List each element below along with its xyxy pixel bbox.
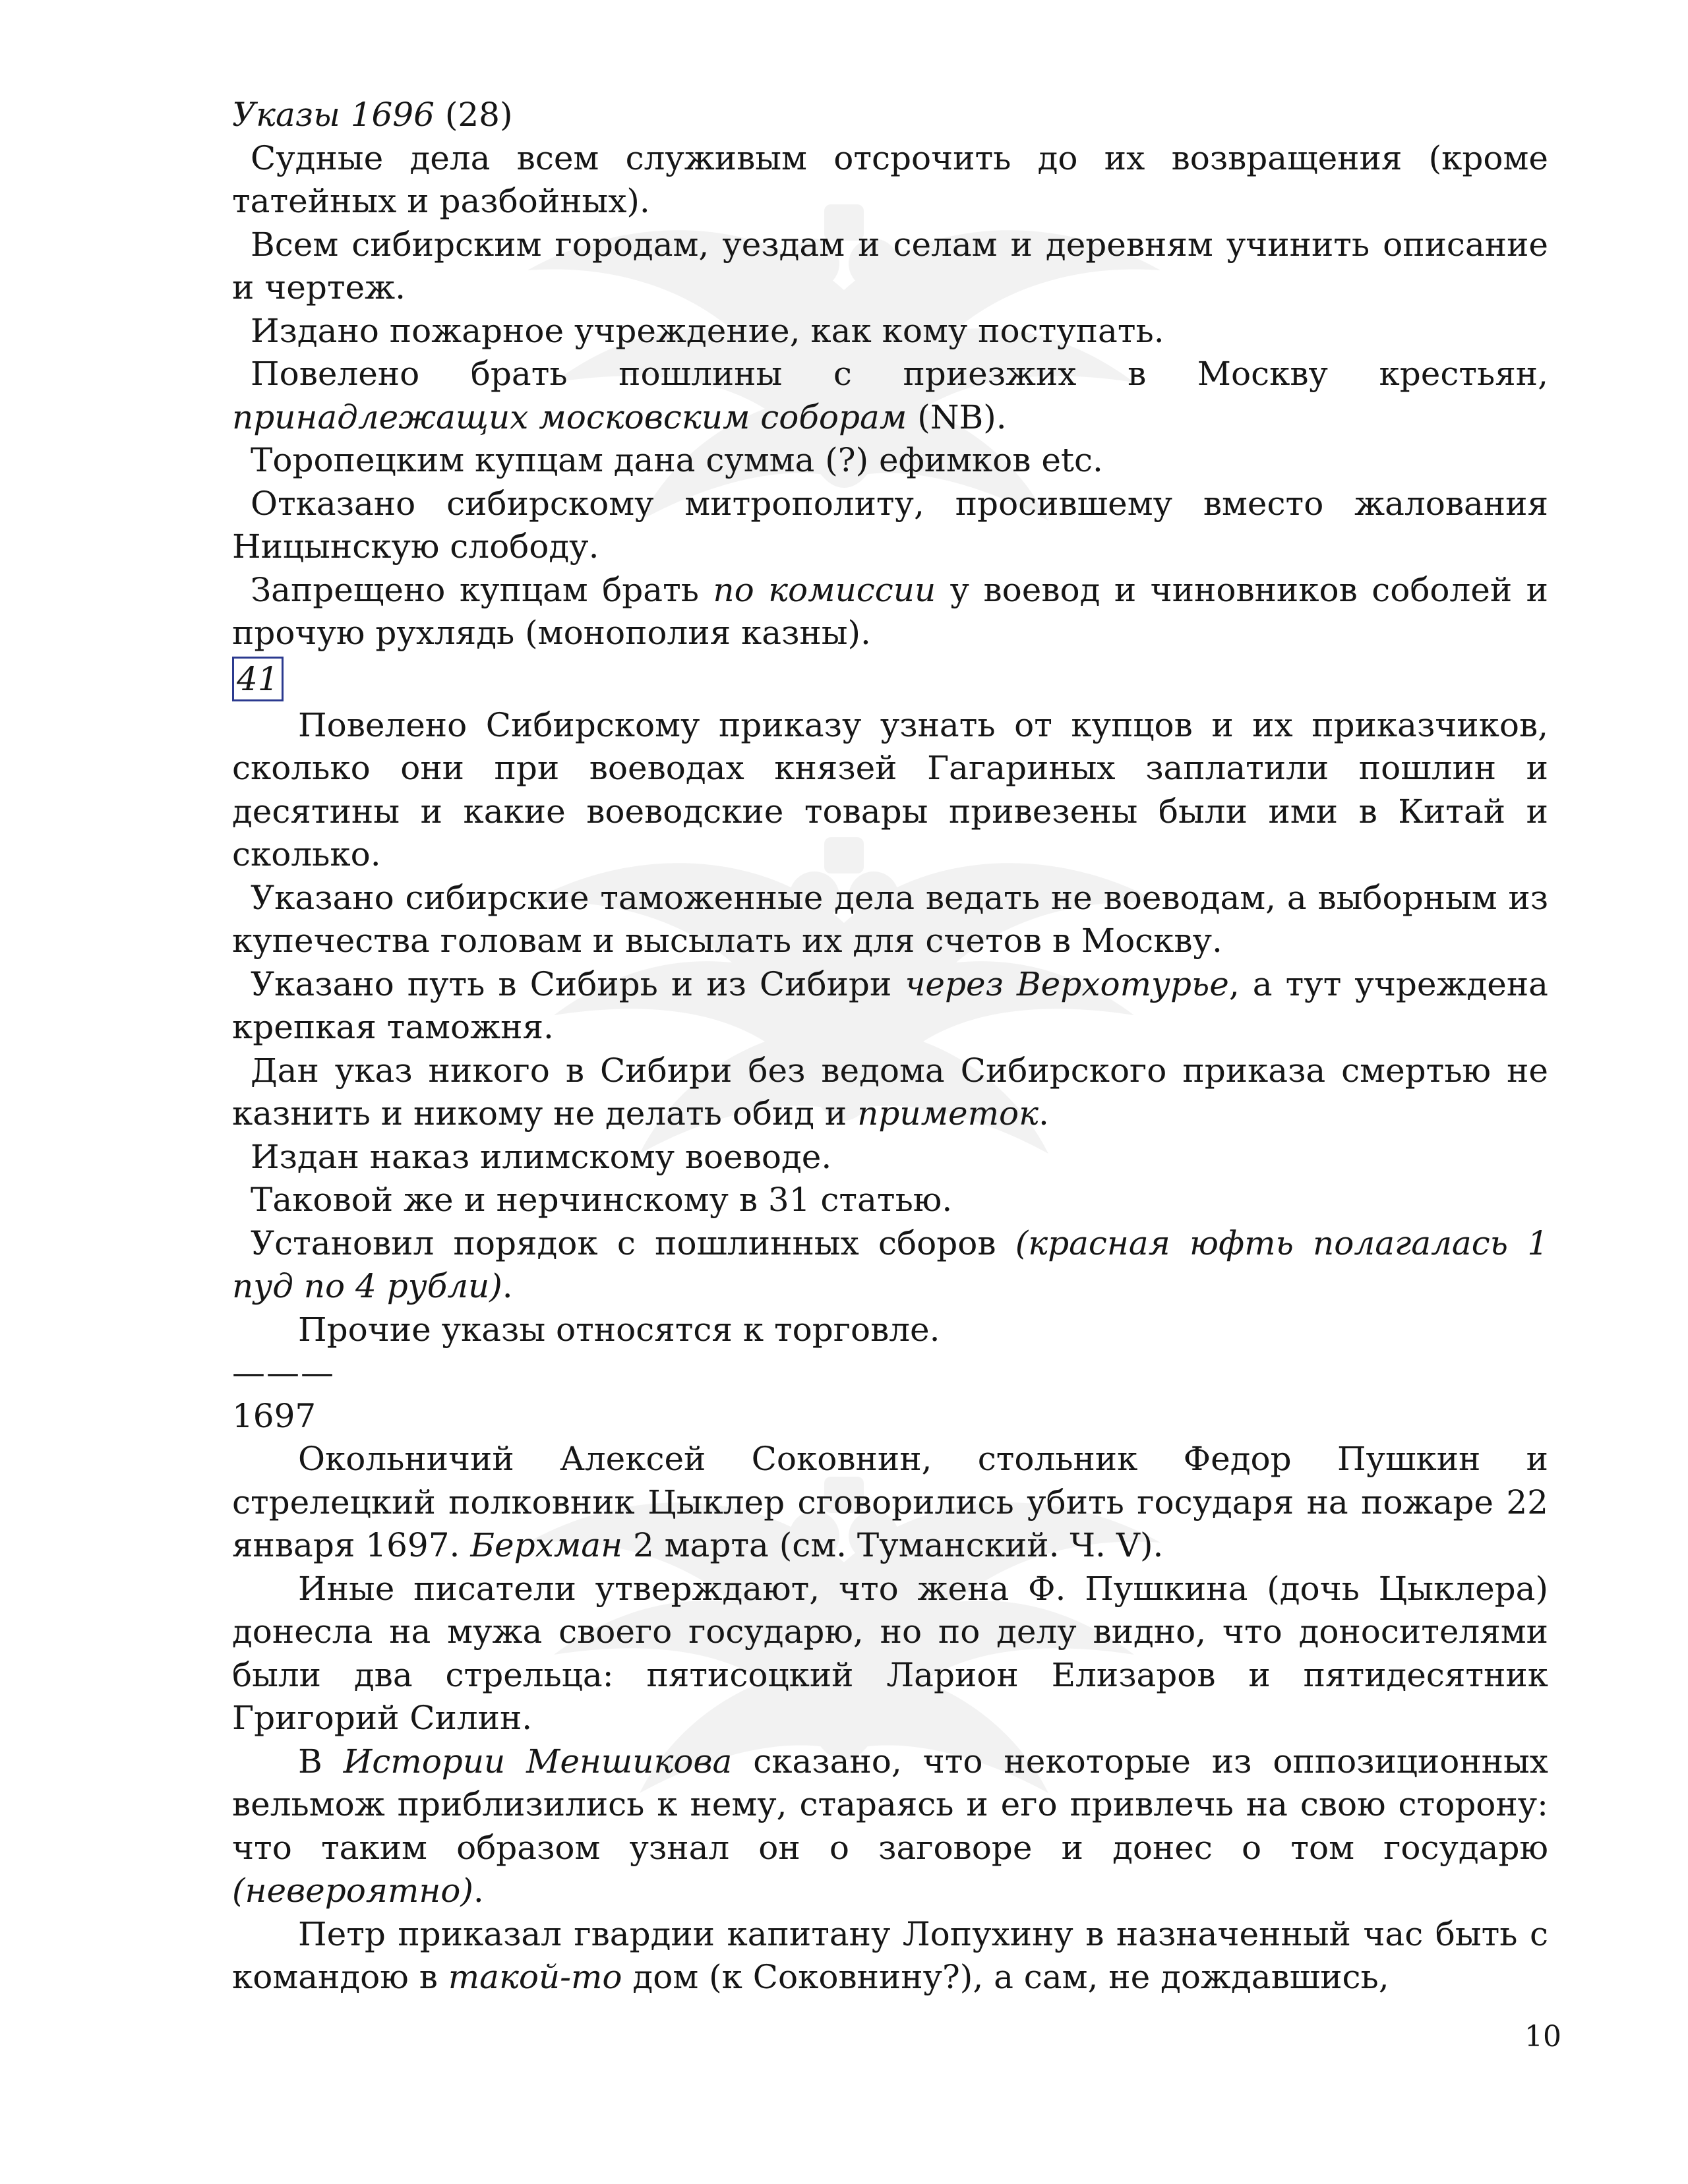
text: Повелено брать пошлины с приезжих в Москву крестьян, — [251, 355, 1548, 393]
decree-item: Торопецким купцам дана сумма (?) ефимков etc. — [251, 441, 1103, 479]
paragraph-conspiracy — [232, 1438, 1548, 1568]
text: Указано путь в Сибирь и из Сибири — [251, 964, 905, 1003]
heading-count: (28) — [434, 96, 513, 134]
decree-item-commission — [232, 569, 1548, 655]
decree-item: Судные дела всем служивым отсрочить до их возвращения (кроме татейных и разбойных). — [232, 138, 1548, 220]
paragraph: Иные писатели утверждают, что жена Ф. Пушкина (дочь Цыклера) донесла на мужа своего государю, но по делу видно, что доносителями были два стрельца: пятисоцкий Ларион Елизаров и пятидесятник Григорий Силин. — [232, 1569, 1548, 1737]
page-number: 10 — [1524, 2020, 1561, 2053]
italic-text: по комиссии — [713, 570, 936, 609]
section-heading-1696 — [232, 94, 1548, 137]
italic-text: приметок — [857, 1094, 1039, 1133]
text: сказано, что некоторые из оппозиционных вельмож приблизились к нему, стараясь и его привлечь на свою сторону: что таким образом узнал он о заговоре и донес о том государю — [232, 1742, 1548, 1867]
italic-text: через Верхотурье — [905, 964, 1229, 1003]
decree-item: Таковой же и нерчинскому в 31 статью. — [251, 1181, 953, 1219]
text: (NB). — [907, 398, 1007, 436]
decree-item: Отказано сибирскому митрополиту, просившему вместо жалования Ницынскую слободу. — [232, 484, 1548, 566]
page-marker-line — [232, 655, 1548, 704]
italic-text: (красная юфть полагалась 1 пуд по 4 рубли) — [232, 1224, 1549, 1305]
decree-item: Издан наказ илимскому воеводе. — [251, 1137, 832, 1176]
text: Запрещено купцам брать — [251, 570, 713, 609]
paragraph-menshikov — [232, 1740, 1548, 1913]
section-heading-1697: 1697 — [232, 1396, 316, 1435]
heading-title: Указы 1696 — [232, 96, 435, 134]
italic-text: (невероятно) — [232, 1872, 473, 1910]
text: Окольничий Алексей Соковнин, стольник Федор Пушкин и стрелецкий полковник Цыклер сговорились убить государя на пожаре 22 января 1697. — [232, 1440, 1548, 1564]
text: . — [473, 1872, 484, 1910]
italic-text: Истории Меншикова — [343, 1742, 733, 1781]
text: Дан указ никого в Сибири без ведома Сибирского приказа смертью не казнить и никому не делать обид и — [232, 1051, 1548, 1133]
decree-item-execution — [232, 1049, 1548, 1136]
decree-item-route — [232, 963, 1548, 1049]
page-body — [232, 94, 1548, 1999]
italic-text: такой-то — [448, 1958, 622, 1996]
text: 2 марта (см. Туманский. Ч. V). — [622, 1526, 1164, 1564]
text: В — [298, 1742, 344, 1781]
text: Установил порядок с пошлинных сборов — [251, 1224, 1015, 1262]
italic-text: принадлежащих московским соборам — [232, 398, 907, 436]
text: дом (к Соковнину?), а сам, не дождавшись, — [622, 1958, 1389, 1996]
text: Петр приказал гвардии капитану Лопухину в назначенный час быть с командою в — [232, 1914, 1548, 1996]
decree-item: Указано сибирские таможенные дела ведать не воеводам, а выборным из купечества головам и высылать их для счетов в Москву. — [232, 878, 1548, 960]
decree-item: Издано пожарное учреждение, как кому поступать. — [251, 311, 1164, 350]
paragraph: Прочие указы относятся к торговле. — [298, 1310, 940, 1349]
decree-item-fees — [232, 353, 1548, 439]
decree-item: Всем сибирским городам, уездам и селам и деревням учинить описание и чертеж. — [232, 225, 1548, 307]
page-marker-link[interactable]: 41 — [232, 657, 284, 701]
text: у воевод и чиновников соболей и прочую рухлядь (монополия казны). — [232, 570, 1548, 652]
text: . — [1039, 1094, 1049, 1133]
decree-item-order — [232, 1222, 1548, 1309]
paragraph: Повелено Сибирскому приказу узнать от купцов и их приказчиков, сколько они при воеводах князей Гагариных заплатили пошлин и десятины и какие воеводские товары привезены были ими в Китай и сколько. — [232, 705, 1548, 873]
italic-text: Берхман — [470, 1526, 623, 1564]
text: , а тут учреждена крепкая таможня. — [232, 964, 1548, 1046]
paragraph-peter — [232, 1913, 1548, 1999]
text: . — [502, 1267, 513, 1305]
section-separator: ——— — [232, 1353, 335, 1392]
